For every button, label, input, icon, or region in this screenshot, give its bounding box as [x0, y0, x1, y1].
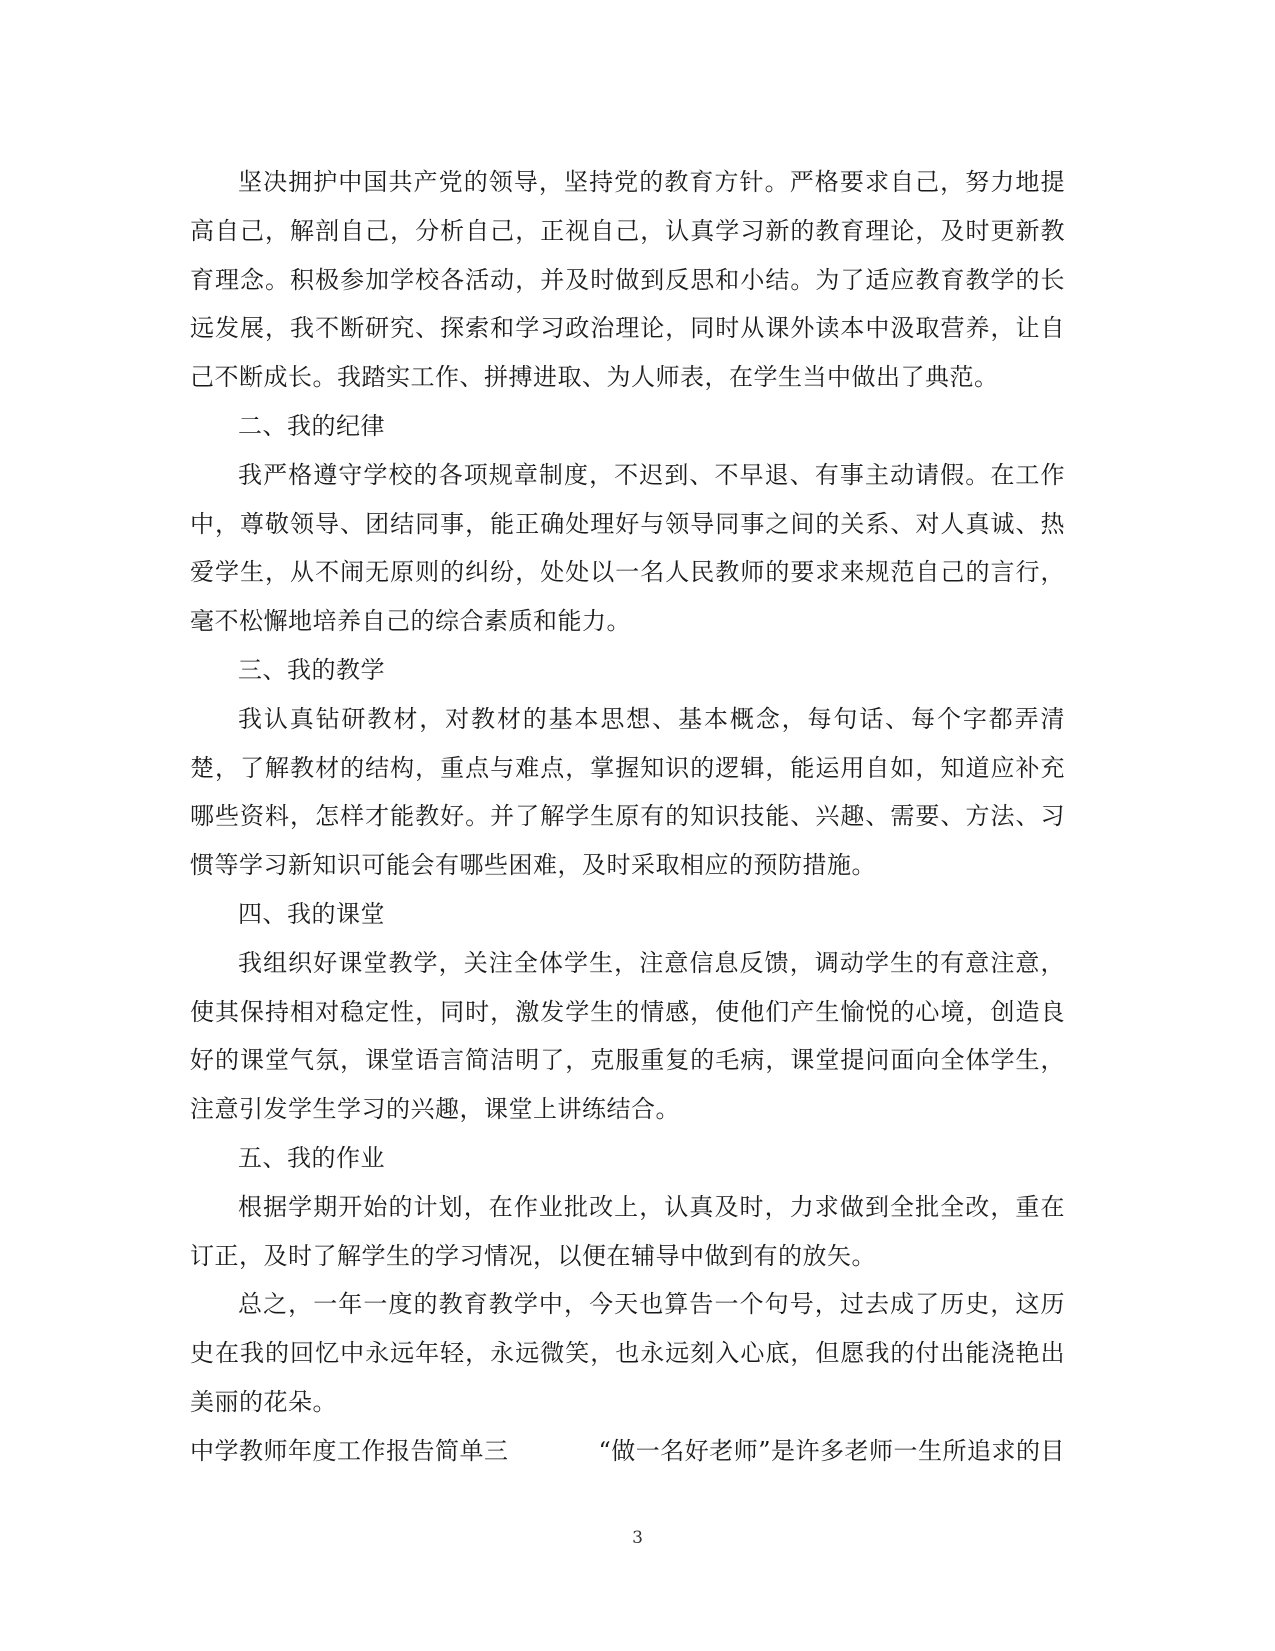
section-heading-teaching: 三、我的教学	[238, 655, 385, 684]
paragraph-classroom: 我组织好课堂教学，关注全体学生，注意信息反馈，调动学生的有意注意，使其保持相对稳定性，同时，激发学生的情感，使他们产生愉悦的心境，创造良好的课堂气氛，课堂语言简洁明了，克服重复的毛病，课堂提问面向全体学生，注意引发学生学习的兴趣，课堂上讲练结合。	[190, 948, 1065, 1124]
paragraph-teaching: 我认真钻研教材，对教材的基本思想、基本概念，每句话、每个字都弄清楚，了解教材的结构，重点与难点，掌握知识的逻辑，能运用自如，知道应补充哪些资料，怎样才能教好。并了解学生原有的知识技能、兴趣、需要、方法、习惯等学习新知识可能会有哪些困难，及时采取相应的预防措施。	[190, 704, 1065, 880]
section-heading-discipline: 二、我的纪律	[238, 411, 385, 440]
document-body	[190, 158, 1065, 1476]
section-heading-classroom: 四、我的课堂	[238, 899, 385, 928]
paragraph-summary: 总之，一年一度的教育教学中，今天也算告一个句号，过去成了历史，这历史在我的回忆中永远年轻，永远微笑，也永远刻入心底，但愿我的付出能浇艳出美丽的花朵。	[190, 1290, 1065, 1416]
section-heading-homework: 五、我的作业	[238, 1143, 385, 1172]
paragraph-homework: 根据学期开始的计划，在作业批改上，认真及时，力求做到全批全改，重在订正，及时了解学生的学习情况，以便在辅导中做到有的放矢。	[190, 1192, 1065, 1270]
paragraph-intro: 坚决拥护中国共产党的领导，坚持党的教育方针。严格要求自己，努力地提高自己，解剖自己，分析自己，正视自己，认真学习新的教育理论，及时更新教育理念。积极参加学校各活动，并及时做到反思和小结。为了适应教育教学的长远发展，我不断研究、探索和学习政治理论，同时从课外读本中汲取营养，让自己不断成长。我踏实工作、拼搏进取、为人师表，在学生当中做出了典范。	[190, 168, 1065, 392]
next-article-opening: “做一名好老师”是许多老师一生所追求的目	[598, 1436, 1065, 1465]
paragraph-discipline: 我严格遵守学校的各项规章制度，不迟到、不早退、有事主动请假。在工作中，尊敬领导、团结同事，能正确处理好与领导同事之间的关系、对人真诚、热爱学生，从不闹无原则的纠纷，处处以一名人民教师的要求来规范自己的言行，毫不松懈地培养自己的综合素质和能力。	[190, 460, 1065, 636]
page-number: 3	[632, 1528, 643, 1548]
next-article-title: 中学教师年度工作报告简单三	[190, 1436, 509, 1465]
next-article-line	[190, 1427, 1065, 1476]
